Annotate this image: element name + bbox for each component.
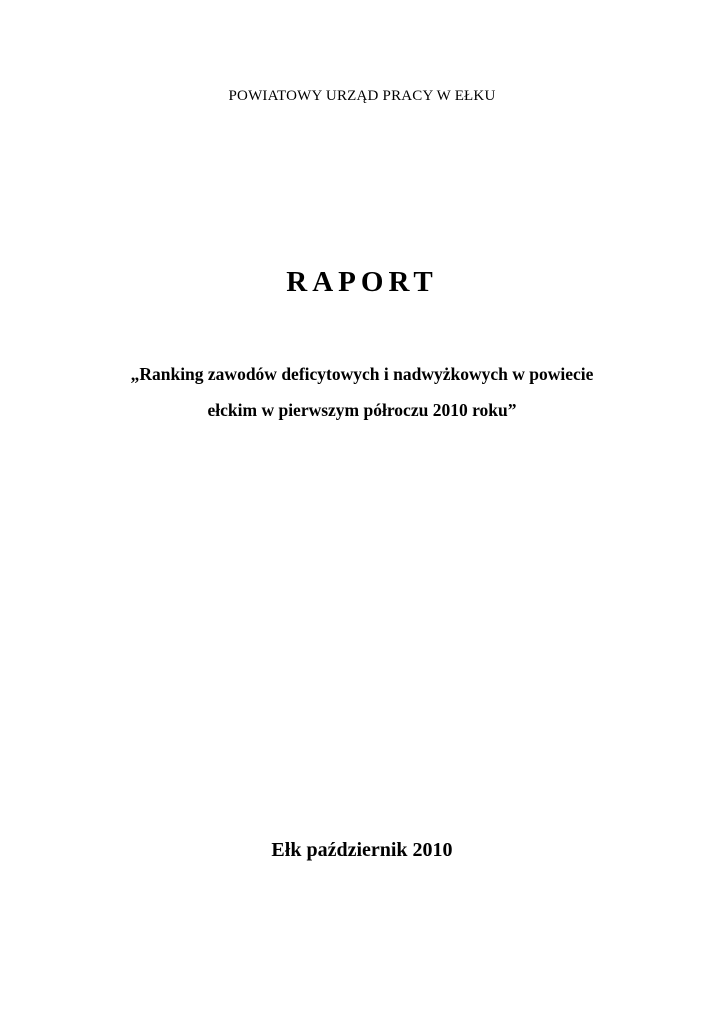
- document-title-line-2: ełckim w pierwszym półroczu 2010 roku”: [207, 400, 517, 420]
- institution-name: POWIATOWY URZĄD PRACY W EŁKU: [228, 88, 496, 104]
- place-and-date: Ełk październik 2010: [271, 839, 453, 861]
- document-title-line-1: „Ranking zawodów deficytowych i nadwyżkowych w powiecie: [130, 364, 594, 384]
- document-type-heading: RAPORT: [286, 266, 438, 298]
- document-title: [0, 366, 724, 438]
